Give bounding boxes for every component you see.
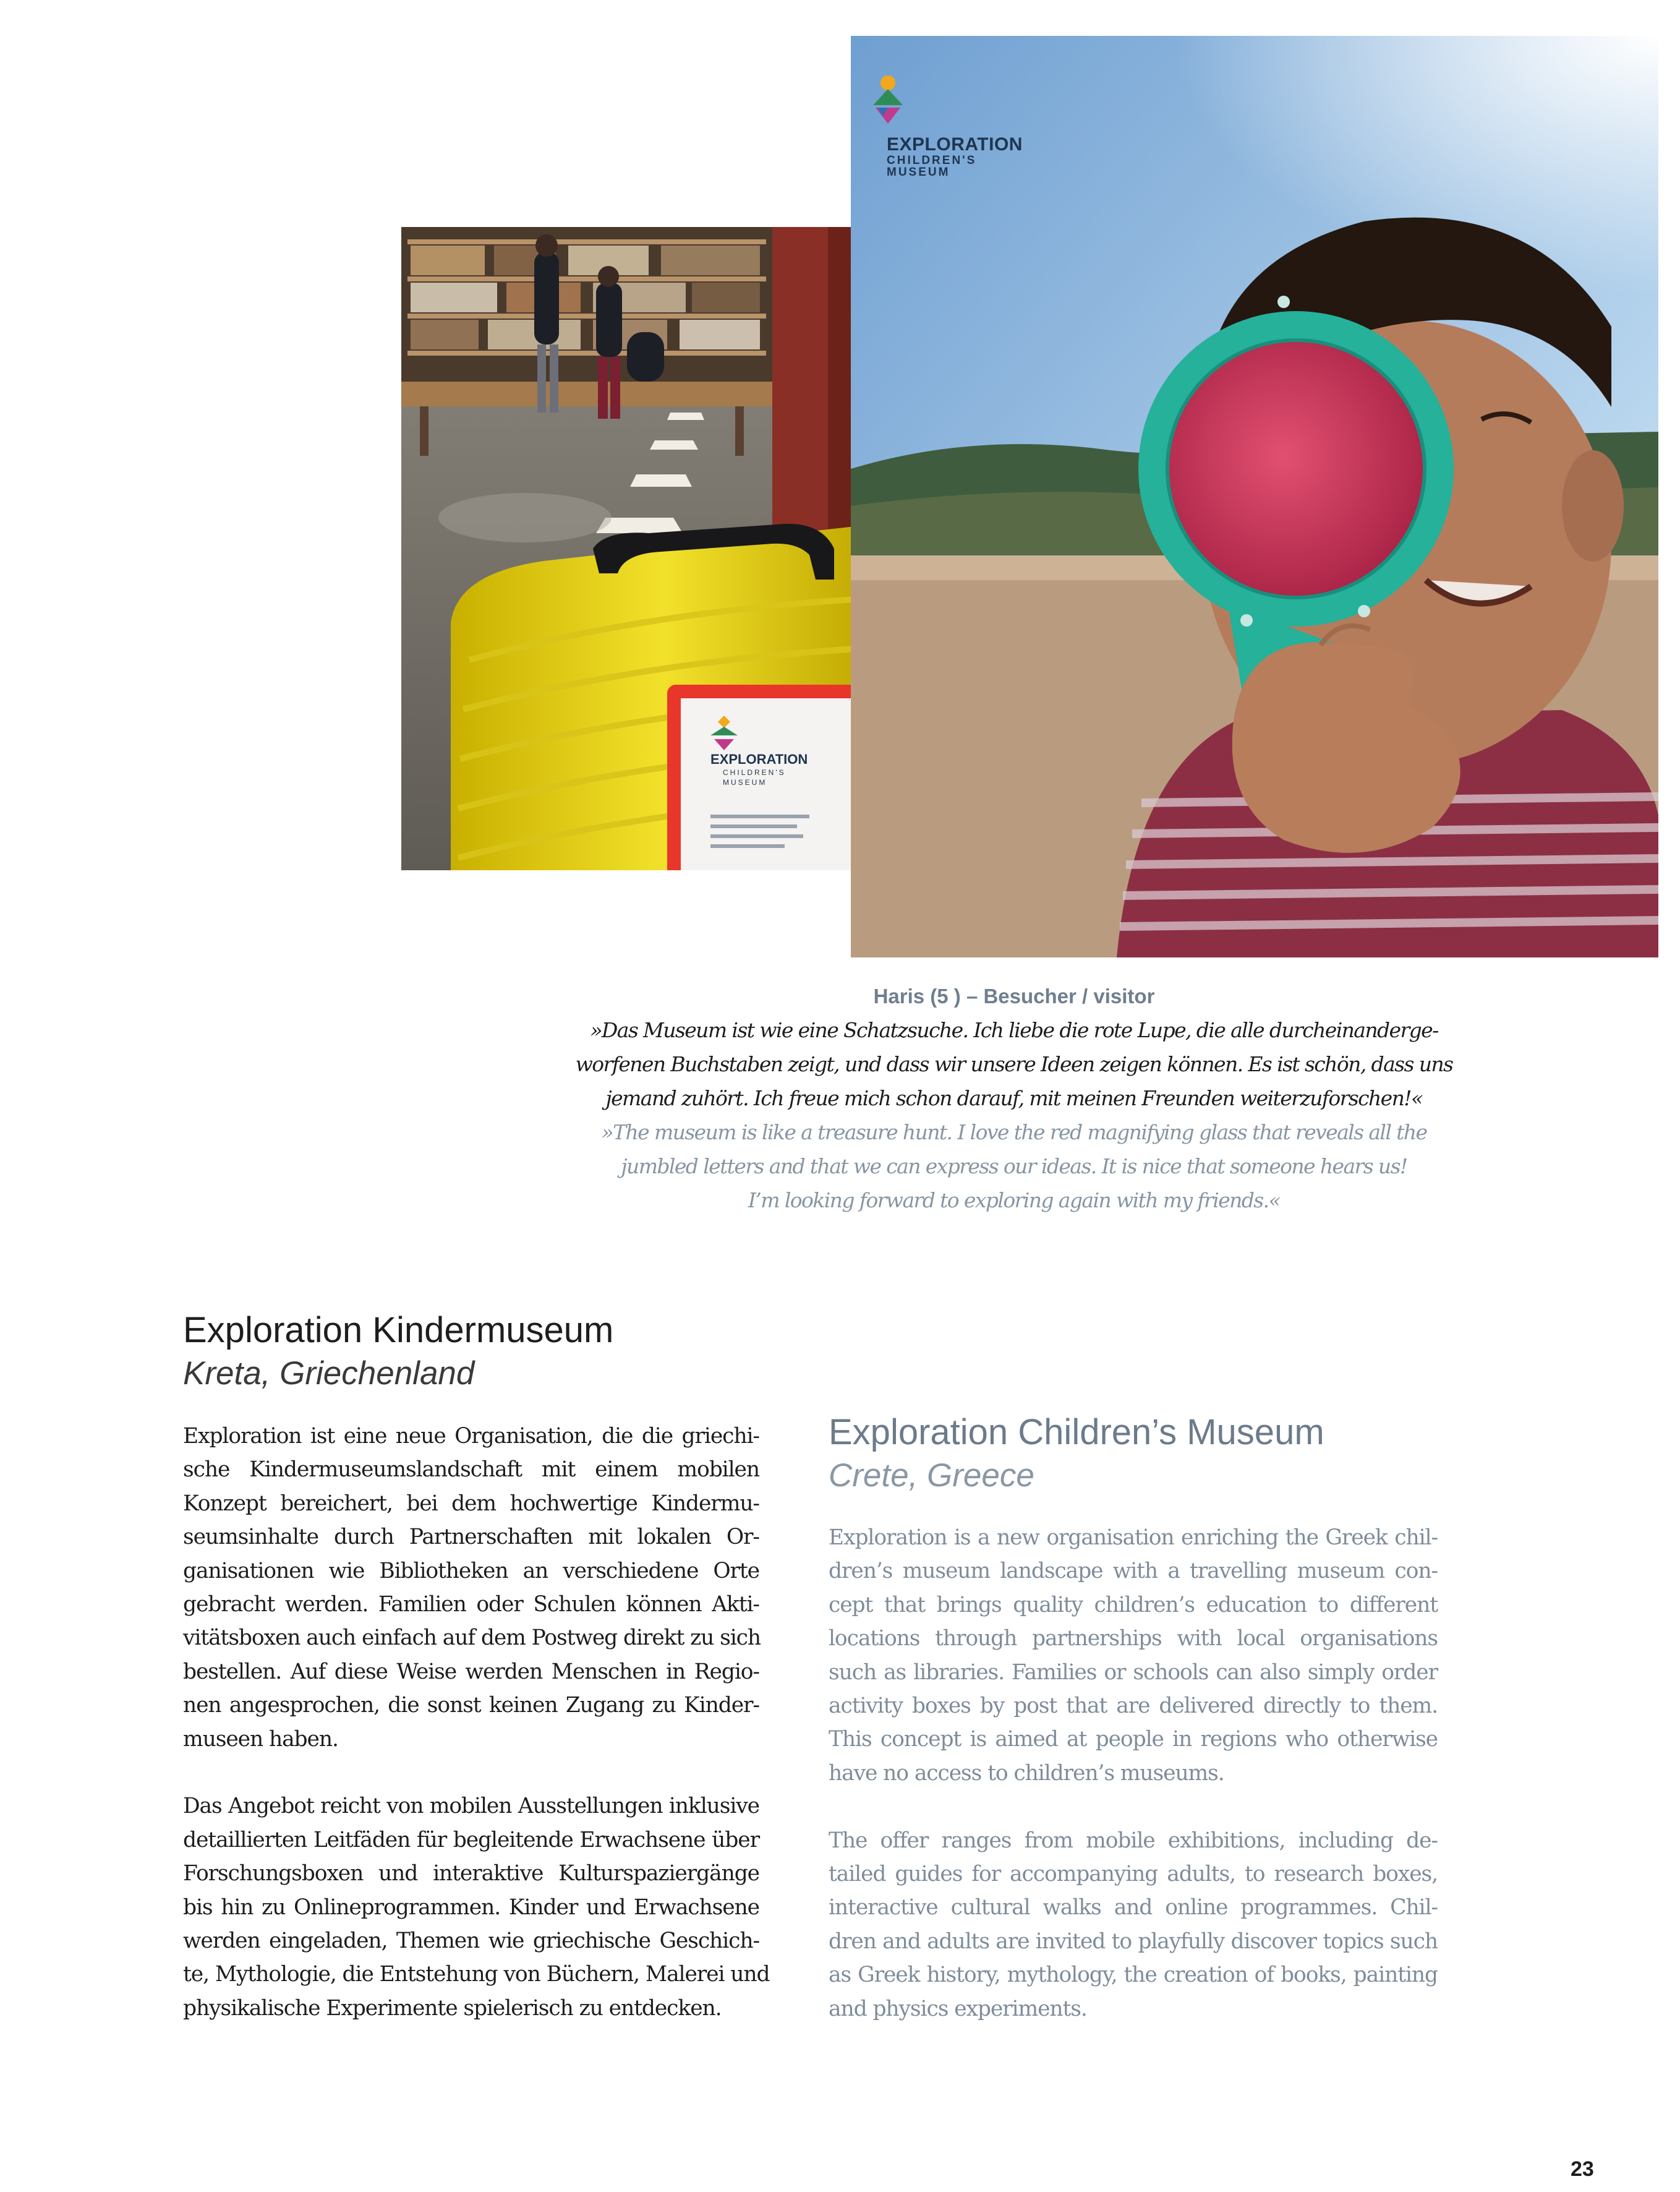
text-line: seumsinhalte durch Partnerschaften mit lokalen Or- xyxy=(183,1525,759,1550)
museum-logo-icon xyxy=(869,69,906,125)
german-paragraph-2 xyxy=(183,1789,770,2025)
quote-en-line: jumbled letters and that we can express our ideas. It is nice that someone hears us! xyxy=(621,1154,1407,1178)
child-magnifier-photo xyxy=(851,36,1658,957)
library-suitcase-photo xyxy=(401,227,877,870)
text-line: dren and adults are invited to playfully discover topics such xyxy=(829,1929,1438,1954)
card-logo-sub2: MUSEUM xyxy=(723,778,767,787)
text-line: physikalische Experimente spielerisch zu entdecken. xyxy=(183,1995,722,2021)
text-line: nen angesprochen, die sonst keinen Zugang zu Kinder- xyxy=(183,1693,759,1718)
text-line: This concept is aimed at people in regions who otherwise xyxy=(829,1727,1438,1752)
text-line: Konzept bereichert, bei dem hochwertige Kindermu- xyxy=(183,1491,759,1516)
text-line: te, Mythologie, die Entstehung von Büchern, Malerei und xyxy=(183,1962,770,1987)
text-line: vitätsboxen auch einfach auf dem Postweg direkt zu sich xyxy=(183,1625,761,1651)
text-line: locations through partnerships with local organisations xyxy=(829,1626,1438,1651)
quote-en-line: »The museum is like a treasure hunt. I love the red magnifying glass that reveals all the xyxy=(601,1120,1427,1144)
quote-speaker: Haris (5 ) – Besucher / visitor xyxy=(873,985,1155,1008)
text-line: The offer ranges from mobile exhibitions, including de- xyxy=(829,1828,1438,1853)
english-paragraph-1 xyxy=(829,1521,1438,1790)
text-line: cept that brings quality children’s education to different xyxy=(829,1592,1438,1617)
card-logo-text: EXPLORATION xyxy=(710,751,808,767)
text-line: have no access to children’s museums. xyxy=(829,1760,1224,1786)
visitor-quote xyxy=(544,979,1484,1217)
quote-de-line: worfenen Buchstaben zeigt, und dass wir unsere Ideen zeigen können. Es ist schön, dass uns xyxy=(575,1052,1453,1076)
text-line: bis hin zu Onlineprogrammen. Kinder und Erwachsene xyxy=(183,1894,759,1920)
page-number: 23 xyxy=(1571,2157,1594,2181)
german-heading: Exploration Kindermuseum xyxy=(183,1310,614,1350)
quote-de-line: »Das Museum ist wie eine Schatzsuche. Ich liebe die rote Lupe, die alle durcheinanderge- xyxy=(590,1018,1438,1042)
quote-en-line: I’m looking forward to exploring again with my friends.« xyxy=(748,1188,1281,1212)
logo-line-2: CHILDREN'S xyxy=(887,153,977,167)
english-body xyxy=(829,1521,1438,2026)
text-line: tailed guides for accompanying adults, to research boxes, xyxy=(829,1862,1438,1887)
card-logo-sub1: CHILDREN'S xyxy=(723,768,786,777)
english-paragraph-2 xyxy=(829,1824,1438,2026)
quote-english xyxy=(544,1115,1484,1217)
text-line: ganisationen wie Bibliotheken an verschiedene Orte xyxy=(183,1558,759,1583)
text-line: Exploration ist eine neue Organisation, die die griechi- xyxy=(183,1424,759,1449)
text-line: and physics experiments. xyxy=(829,1996,1087,2021)
german-body xyxy=(183,1419,770,2025)
text-line: interactive cultural walks and online programmes. Chil- xyxy=(829,1895,1438,1920)
text-line: such as libraries. Families or schools can also simply order xyxy=(829,1659,1438,1685)
german-paragraph-1 xyxy=(183,1419,759,1756)
text-line: Exploration is a new organisation enriching the Greek chil- xyxy=(829,1525,1438,1550)
quote-de-line: jemand zuhört. Ich freue mich schon darauf, mit meinen Freunden weiterzuforschen!« xyxy=(605,1086,1423,1110)
text-line: activity boxes by post that are delivered directly to them. xyxy=(829,1693,1438,1719)
text-line: gebracht werden. Familien oder Schulen können Akti- xyxy=(183,1592,759,1617)
quote-german xyxy=(544,1013,1484,1115)
text-line: dren’s museum landscape with a travelling museum con- xyxy=(829,1559,1438,1584)
english-heading: Exploration Children’s Museum xyxy=(829,1412,1324,1452)
logo-line-1: EXPLORATION xyxy=(887,134,1023,155)
german-subheading: Kreta, Griechenland xyxy=(183,1355,475,1392)
text-line: Das Angebot reicht von mobilen Ausstellungen inklusive xyxy=(183,1794,759,1819)
logo-line-3: MUSEUM xyxy=(887,166,950,179)
text-line: bestellen. Auf diese Weise werden Menschen in Regio- xyxy=(183,1659,759,1684)
text-line: as Greek history, mythology, the creation of books, painting xyxy=(829,1963,1438,1988)
text-line: detaillierten Leitfäden für begleitende Erwachsene über xyxy=(183,1827,759,1852)
english-subheading: Crete, Greece xyxy=(829,1457,1034,1494)
text-line: werden eingeladen, Themen wie griechische Geschich- xyxy=(183,1929,759,1954)
museum-logo-wordmark xyxy=(887,135,1023,179)
text-line: Forschungsboxen und interaktive Kulturspaziergänge xyxy=(183,1861,759,1886)
text-line: museen haben. xyxy=(183,1726,338,1752)
text-line: sche Kindermuseumslandschaft mit einem mobilen xyxy=(183,1457,759,1483)
